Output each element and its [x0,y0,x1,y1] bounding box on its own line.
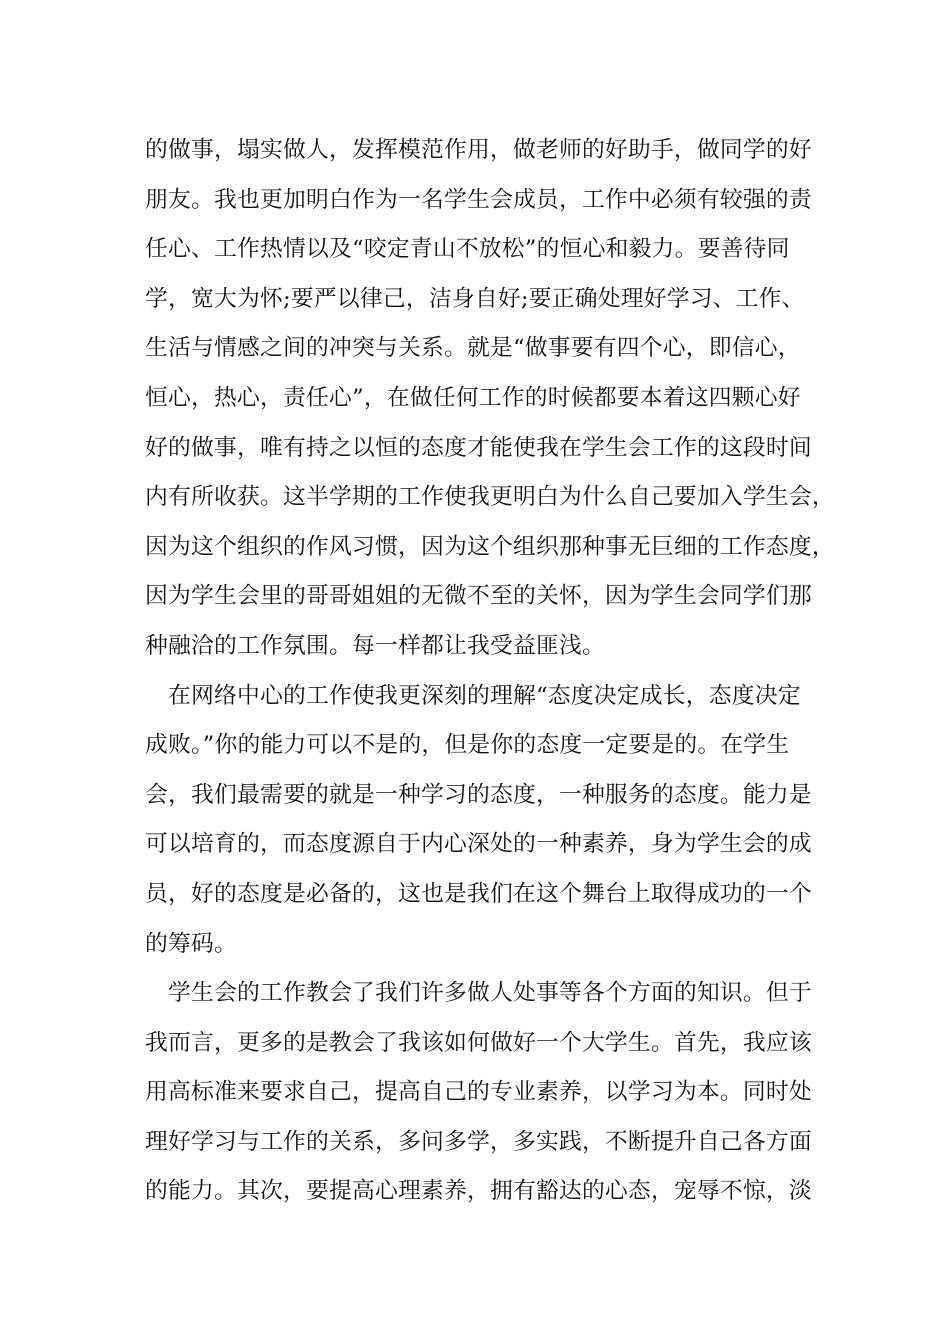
text-line: 的能力。其次，要提高心理素养，拥有豁达的心态，宠辱不惊，淡 [145,1178,812,1205]
paragraph-2 [145,672,815,970]
text-line: 员，好的态度是必备的，这也是我们在这个舞台上取得成功的一个 [145,880,812,907]
paragraph-1 [145,126,835,672]
text-line: 学生会的工作教会了我们许多做人处事等各个方面的知识。但于 [145,980,812,1007]
text-line: 恒心，热心，责任心”，在做任何工作的时候都要本着这四颗心好 [145,384,801,411]
text-line: 种融洽的工作氛围。每一样都让我受益匪浅。 [145,632,605,659]
text-line: 在网络中心的工作使我更深刻的理解“态度决定成长，态度决定 [145,682,801,709]
text-line: 用高标准来要求自己，提高自己的专业素养，以学习为本。同时处 [145,1079,812,1106]
text-line: 的做事，塌实做人，发挥模范作用，做老师的好助手，做同学的好 [145,137,812,163]
text-line: 生活与情感之间的冲突与关系。就是“做事要有四个心，即信心， [145,335,801,362]
text-line: 我而言，更多的是教会了我该如何做好一个大学生。首先，我应该 [145,1029,812,1056]
document-body [145,126,835,1217]
text-line: 理好学习与工作的关系，多问多学，多实践，不断提升自己各方面 [145,1128,812,1155]
text-line: 朋友。我也更加明白作为一名学生会成员，工作中必须有较强的责 [145,186,812,213]
text-line: 成败。”你的能力可以不是的，但是你的态度一定要是的。在学生 [145,732,790,759]
paragraph-3 [145,969,815,1217]
text-line: 会，我们最需要的就是一种学习的态度，一种服务的态度。能力是 [145,781,812,808]
text-line: 学，宽大为怀;要严以律己，洁身自好;要正确处理好学习、工作、 [145,285,805,312]
text-line: 因为这个组织的作风习惯，因为这个组织那种事无巨细的工作态度， [145,533,835,560]
text-line: 好的做事，唯有持之以恒的态度才能使我在学生会工作的这段时间 [145,434,812,461]
text-line: 的筹码。 [145,930,237,957]
text-line: 可以培育的，而态度源自于内心深处的一种素养，身为学生会的成 [145,831,812,858]
text-line: 任心、工作热情以及“咬定青山不放松”的恒心和毅力。要善待同 [145,236,790,263]
text-line: 因为学生会里的哥哥姐姐的无微不至的关怀，因为学生会同学们那 [145,583,812,610]
text-line: 内有所收获。这半学期的工作使我更明白为什么自己要加入学生会， [145,484,835,511]
